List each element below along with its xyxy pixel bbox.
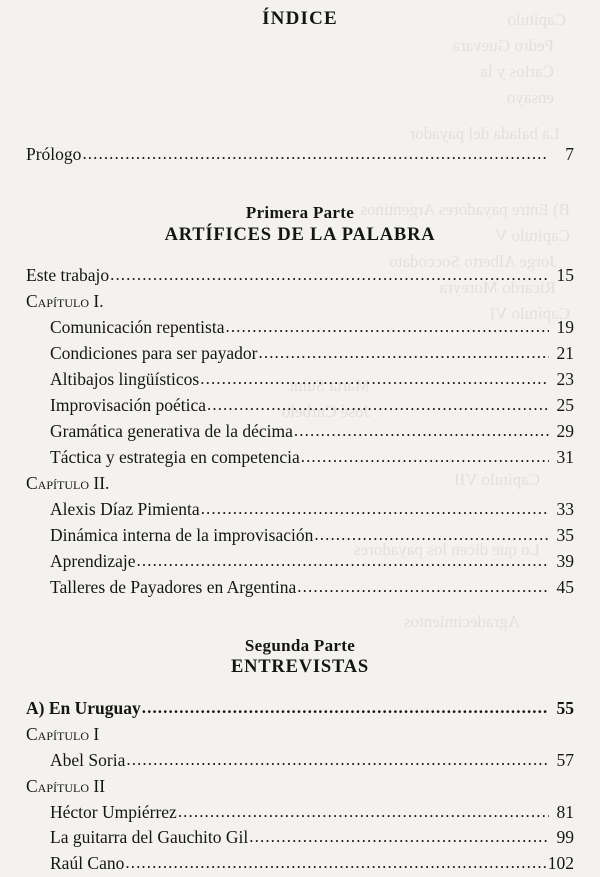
- dot-leader: [125, 850, 546, 876]
- dot-leader: [142, 695, 549, 721]
- part-heading-segunda: [26, 635, 574, 680]
- bleed-line: Ricardo Moreyra: [439, 278, 556, 297]
- toc-entry-label: Este trabajo: [26, 265, 110, 286]
- dot-leader: [82, 141, 549, 167]
- bleed-line: José Curbelo: [281, 402, 370, 421]
- toc-entry-label: Gramática generativa de la décima: [50, 421, 293, 442]
- bleed-line: B) Entre payadores Argentinos: [360, 200, 570, 219]
- toc-entry-label: Abel Soria: [50, 749, 126, 770]
- toc-entry[interactable]: [26, 575, 574, 601]
- bleed-line: Capítulo: [507, 10, 566, 29]
- toc-entry-label: La guitarra del Gauchito Gil: [50, 827, 249, 848]
- bleed-line: Carlos y la: [480, 62, 554, 81]
- toc-entry-page: 21: [556, 343, 574, 364]
- dot-leader: [314, 522, 549, 548]
- toc-entry[interactable]: [26, 315, 574, 341]
- toc-entry-label: Aprendizaje: [50, 550, 136, 571]
- chapter-title: [26, 289, 574, 315]
- bleed-line: Lo que dicen los payadores: [354, 540, 540, 559]
- toc-entry-label: Alexis Díaz Pimienta: [50, 498, 200, 519]
- bleed-line: Capítulo V: [495, 226, 570, 245]
- bleed-line: Agradecimientos: [403, 612, 520, 631]
- toc-entry-label: Héctor Umpiérrez: [50, 801, 177, 822]
- toc-entry-page: 31: [556, 447, 574, 468]
- bleed-line: Pedro Guevara: [452, 36, 554, 55]
- toc-entry-label: Táctica y estrategia en competencia: [50, 447, 300, 468]
- chapter-title: [26, 471, 574, 497]
- dot-leader: [301, 444, 549, 470]
- dot-leader: [249, 824, 549, 850]
- bleed-line: Capítulo VI: [489, 304, 570, 323]
- part-heading-line1: Primera Parte: [245, 202, 355, 222]
- part-heading-line1: Segunda Parte: [244, 635, 356, 655]
- toc-entry-page: 7: [565, 144, 574, 164]
- dot-leader: [201, 496, 549, 522]
- bleed-line: Capítulo VII: [453, 470, 540, 489]
- dot-leader: [297, 574, 549, 600]
- toc-entry[interactable]: [26, 549, 574, 575]
- toc-entry-page: 81: [556, 801, 574, 822]
- toc-entry[interactable]: [26, 851, 574, 877]
- toc-entry[interactable]: [26, 523, 574, 549]
- dot-leader: [178, 799, 549, 825]
- page-title: ÍNDICE: [262, 8, 338, 29]
- toc-entry-label: Dinámica interna de la improvisación: [50, 524, 314, 545]
- toc-entry[interactable]: [26, 497, 574, 523]
- toc-entry[interactable]: [26, 800, 574, 826]
- toc-entry[interactable]: [26, 367, 574, 393]
- toc-entry-page: 45: [556, 576, 574, 597]
- dot-leader: [200, 366, 549, 392]
- dot-leader: [259, 340, 550, 366]
- chapter-group: [26, 471, 574, 601]
- toc-entry-page: 99: [556, 827, 574, 848]
- dot-leader: [207, 392, 549, 418]
- toc-entry[interactable]: [26, 825, 574, 851]
- toc-entry-page: 33: [556, 498, 574, 519]
- toc-entry-label: Comunicación repentista: [50, 317, 225, 338]
- dot-leader: [137, 548, 549, 574]
- toc-entry-label: Prólogo: [26, 144, 82, 164]
- toc-entry-label: Altibajos lingüísticos: [50, 369, 200, 390]
- chapter-title-text: Capítulo II.: [26, 473, 110, 494]
- toc-entry[interactable]: [26, 419, 574, 445]
- chapter-title-text: Capítulo I: [26, 724, 100, 745]
- chapter-title: [26, 722, 574, 748]
- bleed-line: La balada del payador: [409, 124, 560, 143]
- chapter-title-text: Capítulo I.: [26, 291, 104, 312]
- toc-entry-page: 55: [556, 698, 574, 719]
- toc-entry[interactable]: [26, 393, 574, 419]
- dot-leader: [126, 747, 549, 773]
- toc-entry-label: Raúl Cano: [50, 853, 125, 874]
- bleed-line: Jorge Alberto Soccodato: [389, 252, 556, 271]
- part-heading-line2: ARTÍFICES DE LA PALABRA: [164, 224, 436, 245]
- toc-entry-label: Talleres de Payadores en Argentina: [50, 576, 297, 597]
- toc-entry-prologo[interactable]: [26, 142, 574, 168]
- toc-entry-page: 57: [556, 749, 574, 770]
- toc-entry-label: A) En Uruguay: [26, 698, 141, 719]
- toc-entry[interactable]: [26, 445, 574, 471]
- dot-leader: [225, 314, 549, 340]
- dot-leader: [110, 262, 549, 288]
- chapter-group: [26, 289, 574, 471]
- part-heading-primera: [26, 202, 574, 247]
- toc-entry-page: 15: [556, 265, 574, 286]
- chapter-title: [26, 774, 574, 800]
- toc-entry-este-trabajo[interactable]: [26, 263, 574, 289]
- bleed-line: ensayo: [506, 88, 554, 107]
- toc-entry-page: 23: [556, 369, 574, 390]
- chapter-group: [26, 774, 574, 877]
- toc-entry[interactable]: [26, 341, 574, 367]
- toc-entry-page: 29: [556, 421, 574, 442]
- chapter-title-text: Capítulo II: [26, 775, 106, 796]
- toc-entry-label: Condiciones para ser payador: [50, 343, 258, 364]
- toc-entry[interactable]: [26, 748, 574, 774]
- dot-leader: [294, 418, 549, 444]
- part-heading-line2: ENTREVISTAS: [230, 657, 369, 678]
- toc-entry-page: 39: [556, 550, 574, 571]
- toc-entry-page: 25: [556, 395, 574, 416]
- toc-entry-label: Improvisación poética: [50, 395, 206, 416]
- toc-entry-page: 19: [556, 317, 574, 338]
- bleed-line: Marta Suint: [289, 376, 370, 395]
- toc-entry-page: 35: [556, 524, 574, 545]
- toc-entry-page: 102: [547, 853, 574, 874]
- toc-entry-en-uruguay[interactable]: [26, 696, 574, 722]
- chapter-group: [26, 722, 574, 774]
